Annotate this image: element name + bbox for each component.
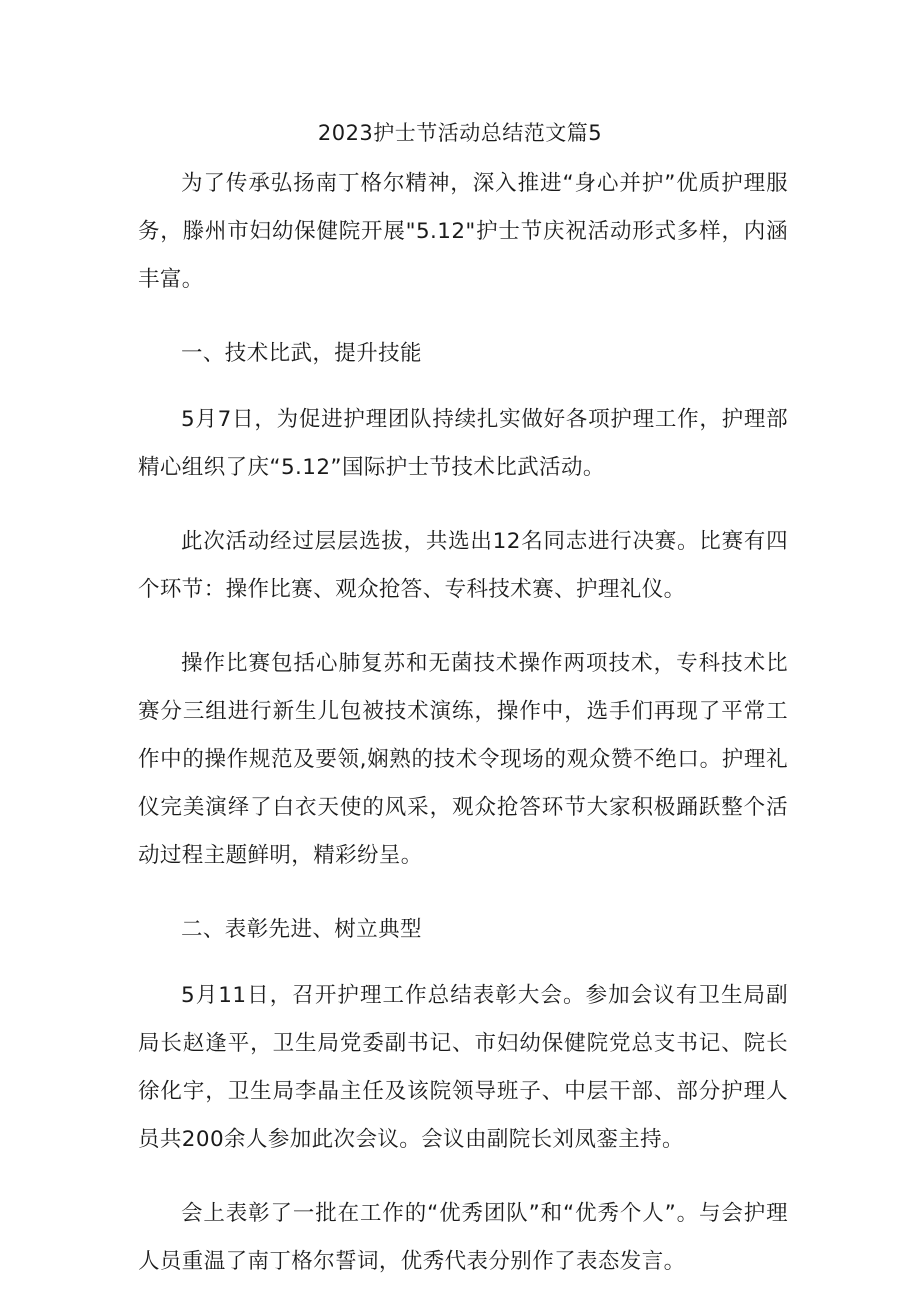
paragraph-selection: 此次活动经过层层选拔，共选出12名同志进行决赛。比赛有四个环节：操作比赛、观众抢答、专科技术赛、护理礼仪。 xyxy=(138,529,788,602)
section-heading-2: 二、表彰先进、树立典型 xyxy=(181,917,422,942)
paragraph-may11: 5月11日，召开护理工作总结表彰大会。参加会议有卫生局副局长赵逢平，卫生局党委副书记、市妇幼保健院党总支书记、院长徐化宇，卫生局李晶主任及该院领导班子、中层干部、部分护理人员共200余人参加此次会议。会议由副院长刘凤銮主持。 xyxy=(138,983,788,1152)
document-title: 2023护士节活动总结范文篇5 xyxy=(317,121,603,145)
paragraph-competition: 操作比赛包括心肺复苏和无菌技术操作两项技术，专科技术比赛分三组进行新生儿包被技术演练，操作中，选手们再现了平常工作中的操作规范及要领,娴熟的技术令现场的观众赞不绝口。护理礼仪完美演绎了白衣天使的风采，观众抢答环节大家积极踊跃整个活动过程主题鲜明，精彩纷呈。 xyxy=(138,651,788,868)
paragraph-awards: 会上表彰了一批在工作的“优秀团队”和“优秀个人”。与会护理人员重温了南丁格尔誓词，优秀代表分别作了表态发言。 xyxy=(138,1201,788,1274)
section-heading-1: 一、技术比武，提升技能 xyxy=(181,341,422,366)
document-body xyxy=(138,160,788,1312)
intro-paragraph: 为了传承弘扬南丁格尔精神，深入推进“身心并护”优质护理服务，滕州市妇幼保健院开展"5.12"护士节庆祝活动形式多样，内涵丰富。 xyxy=(138,171,788,292)
paragraph-may7: 5月7日，为促进护理团队持续扎实做好各项护理工作，护理部精心组织了庆“5.12”国际护士节技术比武活动。 xyxy=(138,407,788,480)
